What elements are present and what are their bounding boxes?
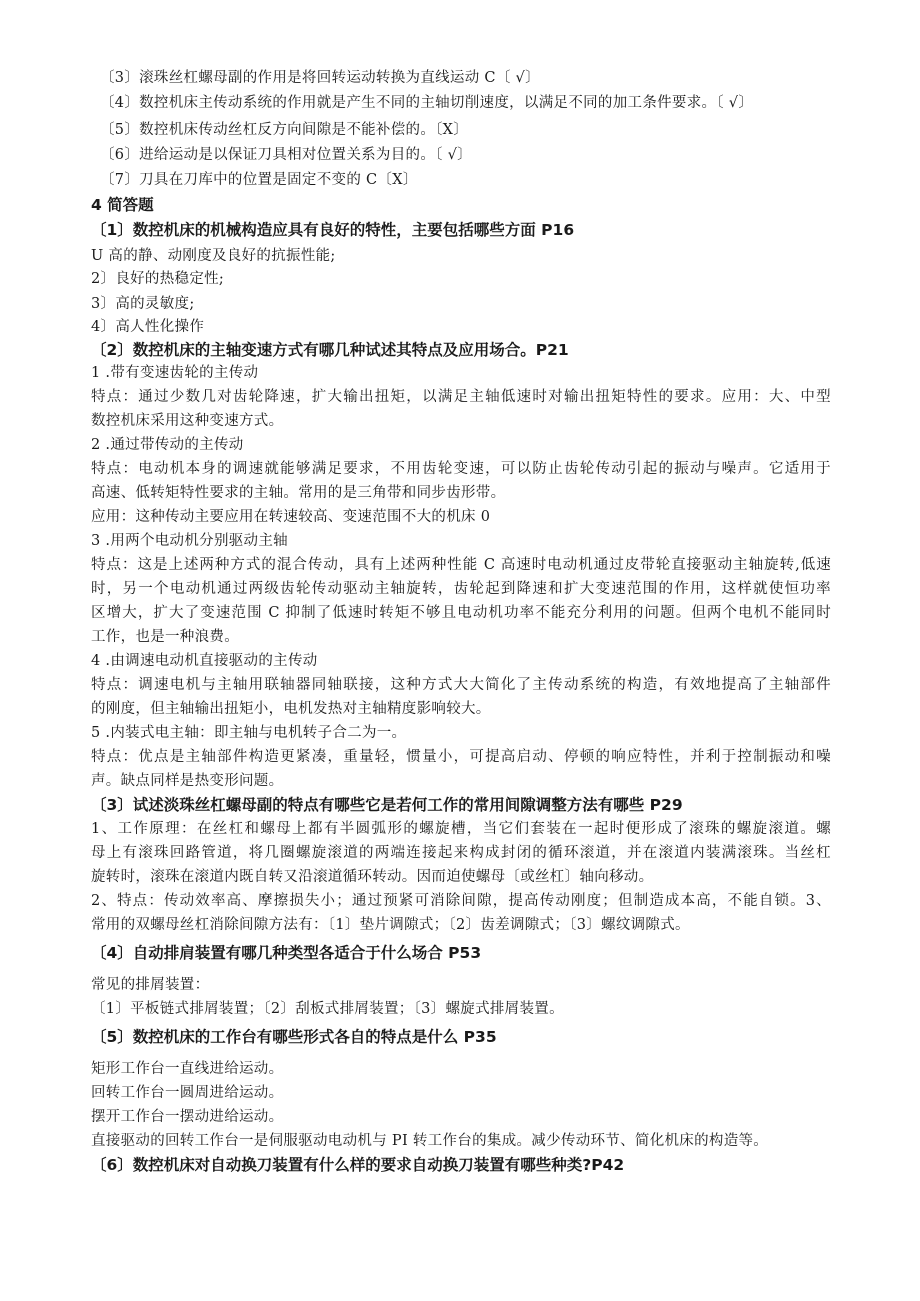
q5-title: 〔5〕数控机床的工作台有哪些形式各自的特点是什么 P35 (91, 1028, 497, 1046)
q1-item: 3〕高的灵敏度; (91, 296, 195, 312)
q2-line: 1 .带有变速齿轮的主传动 (91, 365, 259, 381)
tf-item-5: 〔5〕数控机床传动丝杠反方向间隙是不能补偿的。〔X〕 (100, 122, 469, 138)
q3-line: 常用的双螺母丝杠消除间隙方法有：〔1〕垫片调隙式；〔2〕齿差调隙式；〔3〕螺纹调隙式。 (91, 917, 690, 933)
q2-line: 时，另一个电动机通过两级齿轮传动驱动主轴旋转，齿轮起到降速和扩大变速范围的作用，这样就使恒功率 (91, 581, 831, 597)
q4-line: 〔1〕平板链式排屑装置；〔2〕刮板式排屑装置；〔3〕螺旋式排屑装置。 (91, 1001, 564, 1017)
q3-title: 〔3〕试述淡珠丝杠螺母副的特点有哪些它是若何工作的常用间隙调整方法有哪些 P29 (91, 796, 683, 814)
q3-line: 1、工作原理：在丝杠和螺母上都有半圆弧形的螺旋槽，当它们套装在一起时便形成了滚珠的螺旋滚道。螺 (91, 821, 831, 837)
q5-line: 直接驱动的回转工作台一是伺服驱动电动机与 PI 转工作台的集成。减少传动环节、简化机床的构造等。 (91, 1133, 769, 1149)
q2-line: 特点：通过少数几对齿轮降速，扩大输出扭矩，以满足主轴低速时对输出扭矩特性的要求。应用：大、中型 (91, 389, 831, 405)
q2-line: 工作，也是一种浪费。 (91, 629, 239, 645)
q2-line: 特点：这是上述两种方式的混合传动，具有上述两种性能 C 高速时电动机通过皮带轮直接驱动主轴旋转,低速 (91, 557, 831, 573)
q3-line: 2、特点：传动效率高、摩擦损失小；通过预紧可消除间隙，提高传动刚度；但制造成本高，不能自锁。3、 (91, 893, 831, 909)
q2-line: 数控机床采用这种变速方式。 (91, 413, 284, 429)
q1-title: 〔1〕数控机床的机械构造应具有良好的特性，主要包括哪些方面 P16 (91, 221, 575, 239)
q1-item: U 高的静、动刚度及良好的抗振性能; (91, 248, 336, 264)
q5-line: 回转工作台一圆周进给运动。 (91, 1085, 284, 1101)
q2-line: 特点：调速电机与主轴用联轴器同轴联接，这种方式大大简化了主传动系统的构造，有效地提高了主轴部件 (91, 677, 831, 693)
q2-line: 3 .用两个电动机分别驱动主轴 (91, 533, 288, 549)
q2-line: 区增大，扩大了变速范围 C 抑制了低速时转矩不够且电动机功率不能充分利用的问题。但两个电机不能同时 (91, 605, 831, 621)
q2-line: 2 .通过带传动的主传动 (91, 437, 244, 453)
q2-line: 应用：这种传动主要应用在转速较高、变速范围不大的机床 0 (91, 509, 491, 525)
q3-line: 旋转时，滚珠在滚道内既自转又沿滚道循环转动。因而迫使螺母〔或丝杠〕轴向移动。 (91, 869, 654, 885)
q6-title: 〔6〕数控机床对自动换刀装置有什么样的要求自动换刀装置有哪些种类?P42 (91, 1156, 625, 1174)
q2-line: 4 .由调速电动机直接驱动的主传动 (91, 653, 318, 669)
q1-item: 2〕良好的热稳定性; (91, 271, 225, 287)
tf-item-4: 〔4〕数控机床主传动系统的作用就是产生不同的主轴切削速度，以满足不同的加工条件要求。〔 √〕 (100, 95, 754, 111)
tf-item-6: 〔6〕进给运动是以保证刀具相对位置关系为目的。〔 √〕 (100, 147, 472, 163)
q4-line: 常见的排屑装置： (91, 977, 210, 993)
q3-line: 母上有滚珠回路管道，将几圈螺旋滚道的两端连接起来构成封闭的循环滚道，并在滚道内装满滚珠。当丝杠 (91, 845, 831, 861)
q2-title: 〔2〕数控机床的主轴变速方式有哪几种试述其特点及应用场合。P21 (91, 341, 569, 359)
q2-line: 的刚度，但主轴输出扭矩小，电机发热对主轴精度影响较大。 (91, 701, 491, 717)
q2-line: 高速、低转矩特性要求的主轴。常用的是三角带和同步齿形带。 (91, 485, 506, 501)
q2-line: 特点：电动机本身的调速就能够满足要求，不用齿轮变速，可以防止齿轮传动引起的振动与噪声。它适用于 (91, 461, 831, 477)
q2-line: 5 .内装式电主轴：即主轴与电机转子合二为一。 (91, 725, 407, 741)
q2-line: 声。缺点同样是热变形问题。 (91, 773, 284, 789)
q1-item: 4〕高人性化操作 (91, 319, 205, 335)
q4-title: 〔4〕自动排肩装置有哪几种类型各适合于什么场合 P53 (91, 944, 482, 962)
tf-item-7: 〔7〕刀具在刀库中的位置是固定不变的 C〔X〕 (100, 172, 418, 188)
tf-item-3: 〔3〕滚珠丝杠螺母副的作用是将回转运动转换为直线运动 C〔 √〕 (100, 70, 540, 86)
q2-line: 特点：优点是主轴部件构造更紧凑，重量轻，惯量小，可提高启动、停顿的响应特性，并利于控制振动和噪 (91, 749, 831, 765)
section-title: 4 简答题 (91, 196, 154, 214)
q5-line: 矩形工作台一直线进给运动。 (91, 1061, 284, 1077)
q5-line: 摆开工作台一摆动进给运动。 (91, 1109, 284, 1125)
